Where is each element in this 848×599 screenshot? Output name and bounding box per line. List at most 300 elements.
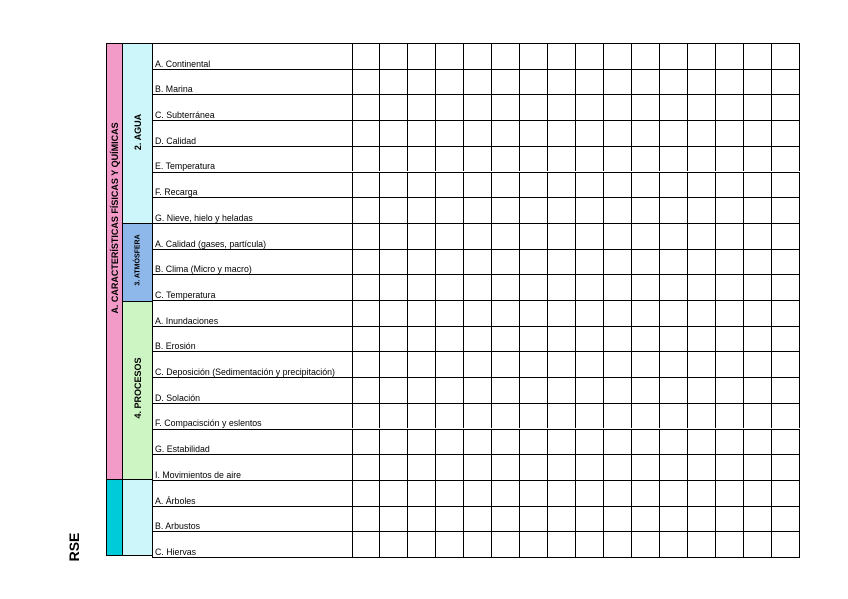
grid-cell[interactable] <box>520 223 548 249</box>
grid-cell[interactable] <box>380 403 408 429</box>
grid-cell[interactable] <box>380 197 408 223</box>
grid-cell[interactable] <box>632 531 660 557</box>
grid-cell[interactable] <box>716 531 744 557</box>
grid-cell[interactable] <box>492 94 520 120</box>
grid-cell[interactable] <box>772 351 800 377</box>
grid-cell[interactable] <box>464 506 492 532</box>
grid-cell[interactable] <box>548 274 576 300</box>
grid-cell[interactable] <box>660 197 688 223</box>
grid-cell[interactable] <box>380 506 408 532</box>
grid-cell[interactable] <box>436 94 464 120</box>
grid-cell[interactable] <box>772 326 800 352</box>
grid-cell[interactable] <box>352 197 380 223</box>
grid-cell[interactable] <box>380 172 408 198</box>
grid-cell[interactable] <box>660 300 688 326</box>
grid-cell[interactable] <box>576 454 604 480</box>
grid-cell[interactable] <box>576 43 604 69</box>
grid-cell[interactable] <box>548 531 576 557</box>
grid-cell[interactable] <box>744 249 772 275</box>
grid-cell[interactable] <box>576 377 604 403</box>
grid-cell[interactable] <box>436 454 464 480</box>
grid-cell[interactable] <box>604 120 632 146</box>
grid-cell[interactable] <box>632 146 660 172</box>
grid-cell[interactable] <box>408 326 436 352</box>
grid-cell[interactable] <box>716 326 744 352</box>
grid-cell[interactable] <box>632 274 660 300</box>
grid-cell[interactable] <box>464 120 492 146</box>
grid-cell[interactable] <box>716 480 744 506</box>
grid-cell[interactable] <box>716 274 744 300</box>
grid-cell[interactable] <box>632 43 660 69</box>
grid-cell[interactable] <box>688 146 716 172</box>
grid-cell[interactable] <box>660 172 688 198</box>
grid-cell[interactable] <box>632 326 660 352</box>
grid-cell[interactable] <box>548 69 576 95</box>
grid-cell[interactable] <box>464 454 492 480</box>
grid-cell[interactable] <box>744 480 772 506</box>
grid-cell[interactable] <box>688 531 716 557</box>
grid-cell[interactable] <box>716 94 744 120</box>
grid-cell[interactable] <box>464 480 492 506</box>
grid-cell[interactable] <box>408 480 436 506</box>
grid-cell[interactable] <box>464 377 492 403</box>
grid-cell[interactable] <box>492 326 520 352</box>
grid-cell[interactable] <box>492 223 520 249</box>
grid-cell[interactable] <box>380 43 408 69</box>
grid-cell[interactable] <box>464 249 492 275</box>
grid-cell[interactable] <box>492 351 520 377</box>
grid-cell[interactable] <box>688 506 716 532</box>
grid-cell[interactable] <box>576 197 604 223</box>
grid-cell[interactable] <box>744 69 772 95</box>
grid-cell[interactable] <box>408 454 436 480</box>
grid-cell[interactable] <box>576 531 604 557</box>
grid-cell[interactable] <box>660 506 688 532</box>
grid-cell[interactable] <box>716 429 744 455</box>
grid-cell[interactable] <box>352 377 380 403</box>
grid-cell[interactable] <box>548 454 576 480</box>
grid-cell[interactable] <box>436 403 464 429</box>
grid-cell[interactable] <box>548 300 576 326</box>
grid-cell[interactable] <box>520 146 548 172</box>
grid-cell[interactable] <box>632 403 660 429</box>
grid-cell[interactable] <box>604 506 632 532</box>
grid-cell[interactable] <box>632 69 660 95</box>
grid-cell[interactable] <box>520 197 548 223</box>
grid-cell[interactable] <box>520 43 548 69</box>
grid-cell[interactable] <box>548 43 576 69</box>
grid-cell[interactable] <box>408 403 436 429</box>
grid-cell[interactable] <box>492 172 520 198</box>
grid-cell[interactable] <box>408 197 436 223</box>
grid-cell[interactable] <box>436 69 464 95</box>
grid-cell[interactable] <box>576 300 604 326</box>
grid-cell[interactable] <box>772 197 800 223</box>
grid-cell[interactable] <box>436 249 464 275</box>
grid-cell[interactable] <box>548 506 576 532</box>
grid-cell[interactable] <box>716 120 744 146</box>
grid-cell[interactable] <box>576 249 604 275</box>
grid-cell[interactable] <box>380 480 408 506</box>
grid-cell[interactable] <box>632 377 660 403</box>
grid-cell[interactable] <box>380 274 408 300</box>
grid-cell[interactable] <box>604 94 632 120</box>
grid-cell[interactable] <box>352 94 380 120</box>
grid-cell[interactable] <box>520 531 548 557</box>
grid-cell[interactable] <box>548 172 576 198</box>
grid-cell[interactable] <box>492 454 520 480</box>
grid-cell[interactable] <box>632 506 660 532</box>
grid-cell[interactable] <box>548 480 576 506</box>
grid-cell[interactable] <box>604 274 632 300</box>
grid-cell[interactable] <box>744 223 772 249</box>
grid-cell[interactable] <box>632 94 660 120</box>
grid-cell[interactable] <box>520 403 548 429</box>
grid-cell[interactable] <box>520 172 548 198</box>
grid-cell[interactable] <box>632 480 660 506</box>
grid-cell[interactable] <box>632 429 660 455</box>
grid-cell[interactable] <box>520 69 548 95</box>
grid-cell[interactable] <box>464 69 492 95</box>
grid-cell[interactable] <box>744 197 772 223</box>
grid-cell[interactable] <box>520 377 548 403</box>
grid-cell[interactable] <box>352 506 380 532</box>
grid-cell[interactable] <box>380 120 408 146</box>
grid-cell[interactable] <box>688 197 716 223</box>
grid-cell[interactable] <box>688 43 716 69</box>
grid-cell[interactable] <box>604 351 632 377</box>
grid-cell[interactable] <box>632 300 660 326</box>
grid-cell[interactable] <box>380 326 408 352</box>
grid-cell[interactable] <box>352 480 380 506</box>
grid-cell[interactable] <box>604 403 632 429</box>
grid-cell[interactable] <box>688 274 716 300</box>
grid-cell[interactable] <box>660 403 688 429</box>
grid-cell[interactable] <box>576 506 604 532</box>
grid-cell[interactable] <box>744 146 772 172</box>
grid-cell[interactable] <box>464 146 492 172</box>
grid-cell[interactable] <box>688 249 716 275</box>
grid-cell[interactable] <box>520 120 548 146</box>
grid-cell[interactable] <box>716 506 744 532</box>
grid-cell[interactable] <box>772 300 800 326</box>
grid-cell[interactable] <box>604 172 632 198</box>
grid-cell[interactable] <box>520 480 548 506</box>
grid-cell[interactable] <box>744 326 772 352</box>
grid-cell[interactable] <box>688 69 716 95</box>
grid-cell[interactable] <box>352 351 380 377</box>
grid-cell[interactable] <box>352 429 380 455</box>
grid-cell[interactable] <box>576 223 604 249</box>
grid-cell[interactable] <box>632 454 660 480</box>
grid-cell[interactable] <box>352 403 380 429</box>
grid-cell[interactable] <box>380 69 408 95</box>
grid-cell[interactable] <box>716 249 744 275</box>
grid-cell[interactable] <box>436 274 464 300</box>
grid-cell[interactable] <box>464 94 492 120</box>
grid-cell[interactable] <box>604 326 632 352</box>
grid-cell[interactable] <box>660 94 688 120</box>
grid-cell[interactable] <box>772 403 800 429</box>
grid-cell[interactable] <box>744 351 772 377</box>
grid-cell[interactable] <box>352 69 380 95</box>
grid-cell[interactable] <box>632 351 660 377</box>
grid-cell[interactable] <box>380 531 408 557</box>
grid-cell[interactable] <box>548 326 576 352</box>
grid-cell[interactable] <box>492 249 520 275</box>
grid-cell[interactable] <box>688 429 716 455</box>
grid-cell[interactable] <box>688 351 716 377</box>
grid-cell[interactable] <box>576 429 604 455</box>
grid-cell[interactable] <box>380 454 408 480</box>
grid-cell[interactable] <box>492 377 520 403</box>
grid-cell[interactable] <box>352 249 380 275</box>
grid-cell[interactable] <box>744 429 772 455</box>
grid-cell[interactable] <box>492 429 520 455</box>
grid-cell[interactable] <box>464 274 492 300</box>
grid-cell[interactable] <box>548 146 576 172</box>
grid-cell[interactable] <box>380 94 408 120</box>
grid-cell[interactable] <box>492 120 520 146</box>
grid-cell[interactable] <box>632 223 660 249</box>
grid-cell[interactable] <box>436 43 464 69</box>
grid-cell[interactable] <box>436 429 464 455</box>
grid-cell[interactable] <box>548 249 576 275</box>
grid-cell[interactable] <box>380 429 408 455</box>
grid-cell[interactable] <box>436 172 464 198</box>
grid-cell[interactable] <box>380 300 408 326</box>
grid-cell[interactable] <box>492 146 520 172</box>
grid-cell[interactable] <box>772 249 800 275</box>
grid-cell[interactable] <box>772 223 800 249</box>
grid-cell[interactable] <box>604 249 632 275</box>
grid-cell[interactable] <box>772 43 800 69</box>
grid-cell[interactable] <box>604 43 632 69</box>
grid-cell[interactable] <box>576 326 604 352</box>
grid-cell[interactable] <box>492 531 520 557</box>
grid-cell[interactable] <box>716 223 744 249</box>
grid-cell[interactable] <box>688 172 716 198</box>
grid-cell[interactable] <box>604 429 632 455</box>
grid-cell[interactable] <box>716 146 744 172</box>
grid-cell[interactable] <box>464 326 492 352</box>
grid-cell[interactable] <box>352 223 380 249</box>
grid-cell[interactable] <box>520 351 548 377</box>
grid-cell[interactable] <box>604 377 632 403</box>
grid-cell[interactable] <box>436 223 464 249</box>
grid-cell[interactable] <box>352 172 380 198</box>
grid-cell[interactable] <box>408 351 436 377</box>
grid-cell[interactable] <box>352 454 380 480</box>
grid-cell[interactable] <box>464 531 492 557</box>
grid-cell[interactable] <box>632 197 660 223</box>
grid-cell[interactable] <box>352 43 380 69</box>
grid-cell[interactable] <box>464 172 492 198</box>
grid-cell[interactable] <box>576 146 604 172</box>
grid-cell[interactable] <box>744 43 772 69</box>
grid-cell[interactable] <box>604 300 632 326</box>
grid-cell[interactable] <box>576 172 604 198</box>
grid-cell[interactable] <box>604 480 632 506</box>
grid-cell[interactable] <box>744 94 772 120</box>
grid-cell[interactable] <box>716 69 744 95</box>
grid-cell[interactable] <box>408 274 436 300</box>
grid-cell[interactable] <box>464 223 492 249</box>
grid-cell[interactable] <box>688 326 716 352</box>
grid-cell[interactable] <box>464 300 492 326</box>
grid-cell[interactable] <box>520 429 548 455</box>
grid-cell[interactable] <box>660 274 688 300</box>
grid-cell[interactable] <box>716 403 744 429</box>
grid-cell[interactable] <box>744 274 772 300</box>
grid-cell[interactable] <box>352 146 380 172</box>
grid-cell[interactable] <box>744 172 772 198</box>
grid-cell[interactable] <box>520 249 548 275</box>
grid-cell[interactable] <box>660 429 688 455</box>
grid-cell[interactable] <box>660 326 688 352</box>
grid-cell[interactable] <box>408 94 436 120</box>
grid-cell[interactable] <box>660 223 688 249</box>
grid-cell[interactable] <box>380 377 408 403</box>
grid-cell[interactable] <box>408 43 436 69</box>
grid-cell[interactable] <box>576 94 604 120</box>
grid-cell[interactable] <box>716 454 744 480</box>
grid-cell[interactable] <box>660 249 688 275</box>
grid-cell[interactable] <box>408 531 436 557</box>
grid-cell[interactable] <box>716 172 744 198</box>
grid-cell[interactable] <box>352 274 380 300</box>
grid-cell[interactable] <box>380 249 408 275</box>
grid-cell[interactable] <box>436 300 464 326</box>
grid-cell[interactable] <box>492 43 520 69</box>
grid-cell[interactable] <box>520 300 548 326</box>
grid-cell[interactable] <box>660 454 688 480</box>
grid-cell[interactable] <box>772 377 800 403</box>
grid-cell[interactable] <box>352 120 380 146</box>
grid-cell[interactable] <box>492 403 520 429</box>
grid-cell[interactable] <box>660 43 688 69</box>
grid-cell[interactable] <box>408 146 436 172</box>
grid-cell[interactable] <box>408 506 436 532</box>
grid-cell[interactable] <box>660 480 688 506</box>
grid-cell[interactable] <box>352 326 380 352</box>
grid-cell[interactable] <box>744 531 772 557</box>
grid-cell[interactable] <box>464 351 492 377</box>
grid-cell[interactable] <box>520 94 548 120</box>
grid-cell[interactable] <box>520 326 548 352</box>
grid-cell[interactable] <box>492 480 520 506</box>
grid-cell[interactable] <box>352 300 380 326</box>
grid-cell[interactable] <box>548 429 576 455</box>
grid-cell[interactable] <box>716 43 744 69</box>
grid-cell[interactable] <box>772 172 800 198</box>
grid-cell[interactable] <box>408 249 436 275</box>
grid-cell[interactable] <box>380 146 408 172</box>
grid-cell[interactable] <box>716 377 744 403</box>
grid-cell[interactable] <box>408 300 436 326</box>
grid-cell[interactable] <box>660 377 688 403</box>
grid-cell[interactable] <box>436 197 464 223</box>
grid-cell[interactable] <box>604 454 632 480</box>
grid-cell[interactable] <box>604 146 632 172</box>
grid-cell[interactable] <box>744 454 772 480</box>
grid-cell[interactable] <box>548 197 576 223</box>
grid-cell[interactable] <box>576 69 604 95</box>
grid-cell[interactable] <box>408 172 436 198</box>
grid-cell[interactable] <box>520 274 548 300</box>
grid-cell[interactable] <box>492 506 520 532</box>
grid-cell[interactable] <box>380 223 408 249</box>
grid-cell[interactable] <box>660 351 688 377</box>
grid-cell[interactable] <box>716 197 744 223</box>
grid-cell[interactable] <box>772 454 800 480</box>
grid-cell[interactable] <box>688 480 716 506</box>
grid-cell[interactable] <box>576 351 604 377</box>
grid-cell[interactable] <box>548 403 576 429</box>
grid-cell[interactable] <box>492 197 520 223</box>
grid-cell[interactable] <box>744 120 772 146</box>
grid-cell[interactable] <box>772 480 800 506</box>
grid-cell[interactable] <box>688 377 716 403</box>
grid-cell[interactable] <box>716 300 744 326</box>
grid-cell[interactable] <box>352 531 380 557</box>
grid-cell[interactable] <box>576 120 604 146</box>
grid-cell[interactable] <box>632 120 660 146</box>
grid-cell[interactable] <box>744 403 772 429</box>
grid-cell[interactable] <box>408 377 436 403</box>
grid-cell[interactable] <box>436 351 464 377</box>
grid-cell[interactable] <box>660 69 688 95</box>
grid-cell[interactable] <box>772 274 800 300</box>
grid-cell[interactable] <box>772 94 800 120</box>
grid-cell[interactable] <box>772 429 800 455</box>
grid-cell[interactable] <box>688 120 716 146</box>
grid-cell[interactable] <box>492 300 520 326</box>
grid-cell[interactable] <box>660 146 688 172</box>
grid-cell[interactable] <box>464 429 492 455</box>
grid-cell[interactable] <box>436 146 464 172</box>
grid-cell[interactable] <box>464 43 492 69</box>
grid-cell[interactable] <box>548 120 576 146</box>
grid-cell[interactable] <box>436 120 464 146</box>
grid-cell[interactable] <box>576 274 604 300</box>
grid-cell[interactable] <box>688 454 716 480</box>
grid-cell[interactable] <box>632 172 660 198</box>
grid-cell[interactable] <box>772 146 800 172</box>
grid-cell[interactable] <box>548 351 576 377</box>
grid-cell[interactable] <box>772 69 800 95</box>
grid-cell[interactable] <box>492 274 520 300</box>
grid-cell[interactable] <box>772 531 800 557</box>
grid-cell[interactable] <box>436 326 464 352</box>
grid-cell[interactable] <box>520 506 548 532</box>
grid-cell[interactable] <box>660 531 688 557</box>
grid-cell[interactable] <box>380 351 408 377</box>
grid-cell[interactable] <box>576 480 604 506</box>
grid-cell[interactable] <box>548 223 576 249</box>
grid-cell[interactable] <box>744 377 772 403</box>
grid-cell[interactable] <box>716 351 744 377</box>
grid-cell[interactable] <box>604 531 632 557</box>
grid-cell[interactable] <box>576 403 604 429</box>
grid-cell[interactable] <box>772 120 800 146</box>
grid-cell[interactable] <box>772 506 800 532</box>
grid-cell[interactable] <box>492 69 520 95</box>
grid-cell[interactable] <box>744 300 772 326</box>
grid-cell[interactable] <box>604 223 632 249</box>
grid-cell[interactable] <box>688 223 716 249</box>
grid-cell[interactable] <box>632 249 660 275</box>
